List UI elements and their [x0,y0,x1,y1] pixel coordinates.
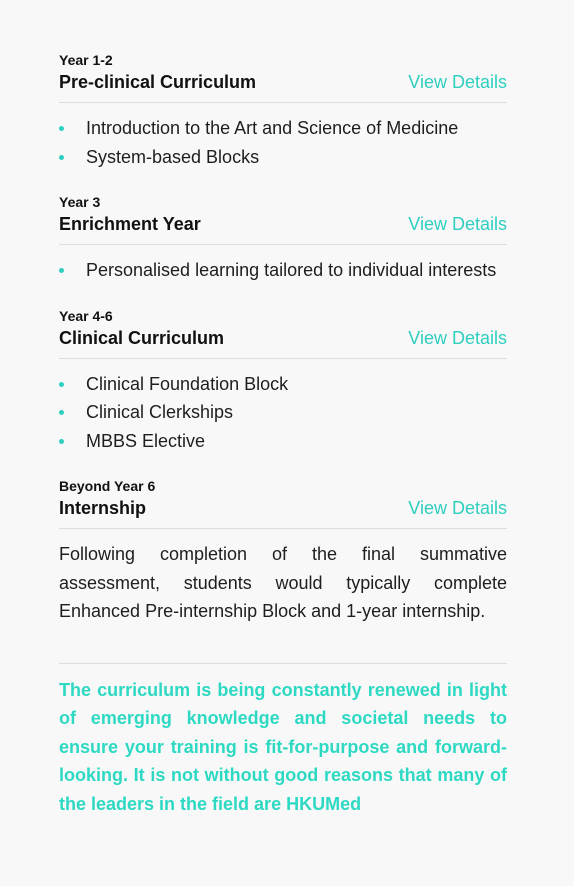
view-details-link[interactable]: View Details [408,327,507,348]
section-divider [59,528,507,529]
section-title: Clinical Curriculum [59,327,225,348]
curriculum-section-pre-clinical [59,51,507,171]
section-year: Beyond Year 6 [59,478,156,494]
view-details-link[interactable]: View Details [408,498,507,518]
curriculum-section-enrichment [59,193,507,285]
section-title: Enrichment Year [59,214,201,234]
section-title: Pre-clinical Curriculum [59,72,257,92]
list-item [59,143,507,172]
bullet-icon [59,382,64,387]
list-item-text: Personalised learning tailored to individual interests [86,260,497,280]
section-paragraph: Following completion of the final summative assessment, students would typically complete Enhanced Pre-internship Block and 1-year internship. [59,544,507,621]
view-details-link[interactable]: View Details [408,214,507,234]
curriculum-section-internship [59,477,507,626]
section-divider [59,358,507,359]
section-header [59,211,507,237]
section-year: Year 1-2 [59,52,113,68]
list-item [59,114,507,143]
section-divider [59,102,507,103]
list-item-text: MBBS Elective [86,430,206,451]
closing-statement: The curriculum is being constantly renewed in light of emerging knowledge and societal needs to ensure your training is fit-for-purpose and forward-looking. It is not without good reasons that many of the leaders in the field are HKUMed [59,679,507,814]
curriculum-overview [59,51,507,818]
section-year: Year 4-6 [59,307,113,324]
list-item [59,370,507,399]
section-title: Internship [59,498,147,518]
section-header [59,325,507,351]
section-header [59,495,507,521]
closing-divider [59,663,507,664]
section-divider [59,244,507,245]
section-item-list [59,256,507,285]
list-item-text: Introduction to the Art and Science of Medicine [86,118,459,138]
list-item [59,427,507,456]
curriculum-section-clinical [59,307,507,456]
bullet-icon [59,155,64,160]
section-item-list [59,114,507,171]
bullet-icon [59,439,64,444]
section-year: Year 3 [59,194,101,210]
list-item [59,256,507,285]
list-item-text: Clinical Foundation Block [86,373,289,394]
list-item [59,398,507,427]
bullet-icon [59,268,64,273]
section-item-list [59,370,507,456]
list-item-text: System-based Blocks [86,146,260,167]
list-item-text: Clinical Clerkships [86,402,234,422]
bullet-icon [59,126,64,131]
view-details-link[interactable]: View Details [408,72,507,92]
bullet-icon [59,410,64,415]
section-header [59,69,507,95]
